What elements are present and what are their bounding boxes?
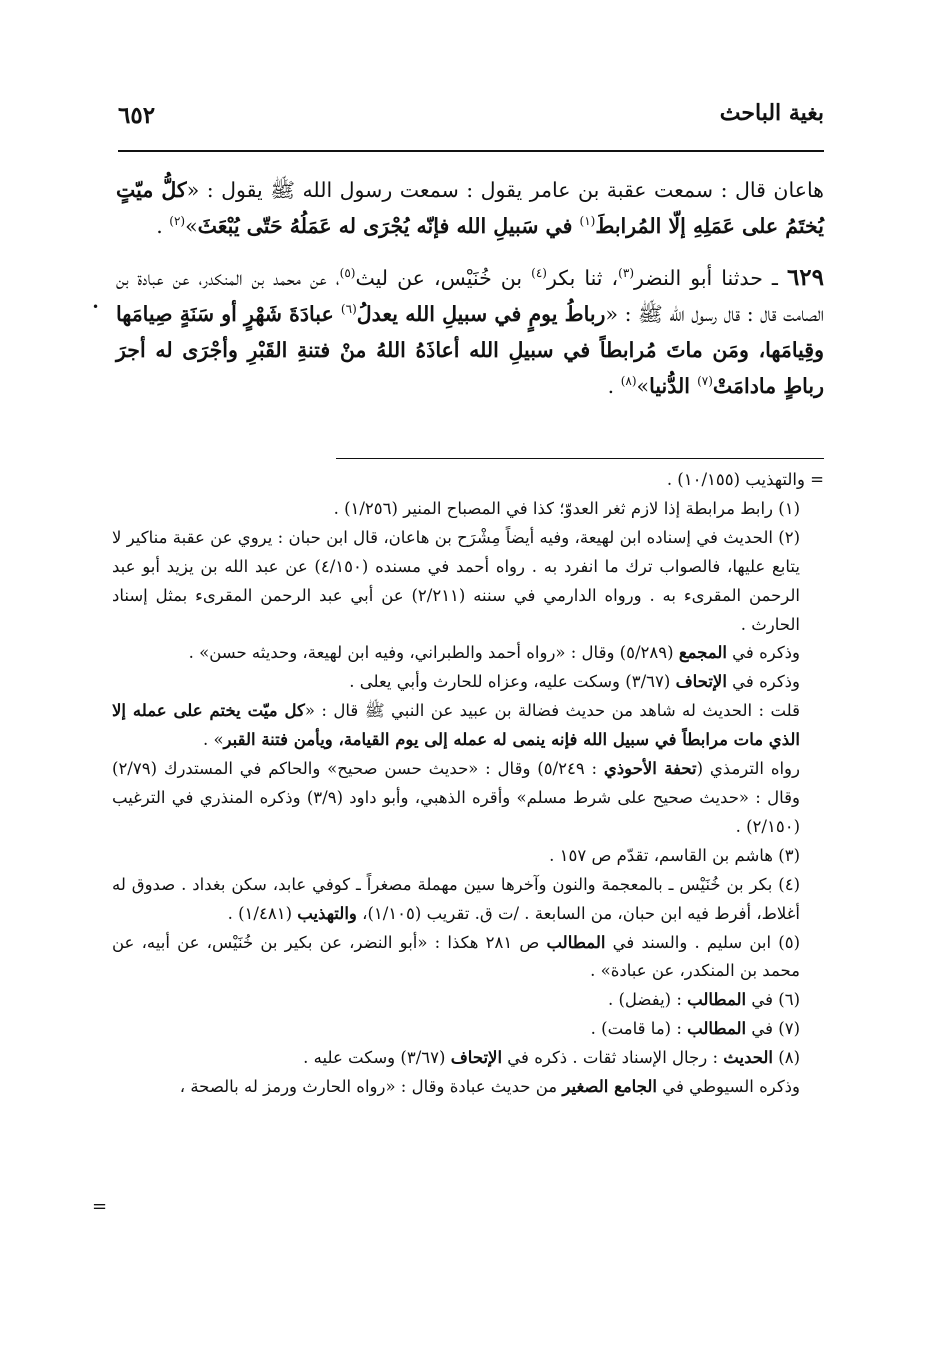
prophetic-text: كلُّ ميّتٍ يُختَمُ على عَمَلِهِ إلّا المُرابطَ bbox=[116, 178, 824, 238]
book-title: المطالب bbox=[687, 990, 747, 1010]
isnad-text: بن خُنَيْس، عن ليث bbox=[355, 266, 532, 290]
running-title: بغية الباحث bbox=[719, 100, 824, 126]
hadith-number: ٦٢٩ bbox=[786, 264, 825, 291]
text-span: » . bbox=[202, 730, 224, 750]
main-text bbox=[116, 172, 824, 404]
book-title: الجامع الصغير bbox=[562, 1077, 657, 1097]
text-span: (٣/٦٧) وسكت عليه . bbox=[303, 1048, 451, 1068]
footnote-2-tirmidhi bbox=[112, 755, 824, 842]
footnote-ref: (٦) bbox=[340, 302, 357, 317]
text-span: (٣/٦٧) وسكت عليه، وعزاه للحارث وأبي يعلى . bbox=[349, 672, 676, 692]
text-span: (٨) bbox=[773, 1048, 800, 1068]
prophetic-text: في سَبيلِ الله فإنّه يُجْرَى له عَمَلُهُ حَتّى يُبْعَثَ bbox=[197, 214, 580, 238]
label-text: الحديث bbox=[723, 1048, 773, 1068]
prophetic-text: عبادَةَ شَهْرٍ أو سَنَةٍ صِيامَها وقِيامَها، ومَن ماتَ مُرابطاً في سبيلِ الله أعاذَهُ اللهُ منْ فتنةِ القَبْرِ وأجْرَى له أجرَ رباطٍ مادامَتْ bbox=[116, 302, 824, 398]
footnote-6 bbox=[112, 986, 824, 1015]
page-header bbox=[118, 100, 824, 140]
footnote-ref: (٤) bbox=[531, 266, 547, 281]
footnote-ref: (٧) bbox=[697, 374, 713, 389]
prophetic-text: رباطُ يومٍ في سبيلِ الله يعدلُ bbox=[356, 302, 606, 326]
book-title: الإتحاف bbox=[450, 1048, 503, 1068]
text-span: : رجال الإسناد ثقات . ذكره في bbox=[502, 1048, 724, 1068]
text-span: (٤) بكر بن خُنَيْس ـ بالمعجمة والنون وآخرها سين مهملة مصغراً ـ كوفي عابد، سكن بغداد . صدوق له أغلاط، أفرط فيه ابن حبان، من السابعة . /ت ق. تقريب (١/١٠٥)، bbox=[112, 874, 800, 923]
text-span: (٥) ابن سليم . والسند في bbox=[605, 932, 800, 952]
footnote-continued: = والتهذيب (١٠/١٥٥) . bbox=[666, 470, 824, 489]
book-title: المطالب bbox=[546, 932, 606, 952]
book-title: المطالب bbox=[687, 1019, 747, 1039]
isnad-text: ـ حدثنا أبو النضر bbox=[634, 266, 787, 290]
footnote-8-suyuti bbox=[112, 1073, 824, 1102]
footnote-7 bbox=[112, 1015, 824, 1044]
text-span: (٦) في bbox=[746, 990, 800, 1010]
text-span: : (يفضل) . bbox=[607, 990, 688, 1010]
hadith-629 bbox=[116, 260, 824, 404]
margin-mark: • bbox=[92, 300, 100, 314]
text-span: . bbox=[156, 214, 170, 238]
text-span: (١/٤٨١) . bbox=[227, 903, 298, 923]
text-span: » bbox=[636, 374, 650, 398]
text-span: وذكره السيوطي في bbox=[656, 1077, 800, 1097]
isnad-text: ، عن محمد بن المنكدر، عن عبادة بن الصامت قال : قال رسول الله ﷺ : « bbox=[116, 266, 824, 326]
footnote-1: (١) رابط مرابطة إذا لازم ثغر العدوّ؛ كذا في المصباح المنير (١/٢٥٦) . bbox=[333, 498, 800, 518]
text-span: رواه الترمذي ( bbox=[696, 759, 800, 779]
footnote-ref: (٥) bbox=[339, 266, 356, 281]
text-span: وذكره في bbox=[726, 643, 800, 663]
book-title: تحفة الأحوذي bbox=[603, 759, 697, 779]
footnote-4 bbox=[112, 871, 824, 929]
book-title: المجمع bbox=[678, 643, 727, 663]
footnote-ref: (١) bbox=[579, 214, 596, 229]
footnote-2-ithaf bbox=[112, 668, 824, 697]
text-span: . bbox=[607, 374, 621, 398]
text-span: هاعان قال : سمعت عقبة بن عامر يقول : سمعت رسول الله ﷺ يقول : « bbox=[186, 178, 824, 202]
book-title: والتهذيب bbox=[297, 903, 357, 923]
footnote-5 bbox=[112, 929, 824, 987]
footnote-2-majma bbox=[112, 639, 824, 668]
footnote-rule bbox=[336, 458, 824, 459]
footnote-2: (٢) الحديث في إسناده ابن لهيعة، وفيه أيضاً مِشْرَح بن هاعان، قال ابن حبان : يروي عن عقبة مناكير لا يتابع عليها، فالصواب ترك ما انفرد به . رواه أحمد في مسنده (٤/١٥٠) عن عبد الله بن يزيد أبو عبد الرحمن المقرىء به . ورواه الدارمي في سننه (٢/٢١١) عن أبي عبد الرحمن المقرىء بمثل إسناد الحارث . bbox=[112, 527, 800, 634]
book-title: الإتحاف bbox=[675, 672, 727, 692]
text-span: وذكره في bbox=[726, 672, 800, 692]
text-span: من حديث عبادة وقال : «رواه الحارث ورمز له بالصحة ، bbox=[179, 1077, 563, 1097]
text-span: (٧) في bbox=[746, 1019, 800, 1039]
hadith-628-continuation bbox=[116, 172, 824, 244]
text-span: (٥/٢٨٩) وقال : «رواه أحمد والطبراني، وفيه ابن لهيعة، وحديثه حسن» . bbox=[188, 643, 679, 663]
footnote-3: (٣) هاشم بن القاسم، تقدّم ص ١٥٧ . bbox=[549, 845, 800, 865]
text-span: : (ما قامت) . bbox=[590, 1019, 688, 1039]
page-number: ٦٥٢ bbox=[118, 102, 156, 129]
footnote-ref: (٨) bbox=[620, 374, 637, 389]
text-span: » bbox=[185, 214, 198, 238]
isnad-text: ، ثنا بكر bbox=[546, 266, 619, 290]
header-rule bbox=[118, 150, 824, 152]
footnote-8 bbox=[112, 1044, 824, 1073]
footnotes bbox=[112, 466, 824, 1102]
footnote-ref: (٣) bbox=[618, 266, 634, 281]
continuation-mark: = bbox=[92, 1196, 108, 1217]
text-span: قلت : الحديث له شاهد من حديث فضالة بن عبيد عن النبي ﷺ قال : « bbox=[304, 701, 800, 721]
hadith-text: كل ميّت يختم على عمله إلا الذي مات مرابطاً في سبيل الله فإنه ينمى له عمله إلى يوم القيامة، ويأمن فتنة القبر bbox=[112, 701, 800, 750]
prophetic-text: الدُّنيا bbox=[649, 374, 698, 398]
footnote-2-witness bbox=[112, 697, 824, 755]
text-span: ص ٢٨١ هكذا : «أبو النضر، عن بكير بن خُنَيْس، عن أبيه، عن محمد بن المنكدر، عن عبادة» . bbox=[112, 932, 800, 981]
text-span: : ٥/٢٤٩) وقال : «حديث حسن صحيح» والحاكم في المستدرك (٢/٧٩) وقال : «حديث صحيح على شرط مسلم» وأقره الذهبي، وأبو داود (٣/٩) وذكره المنذري في الترغيب (٢/١٥٠) . bbox=[112, 759, 800, 836]
footnote-ref: (٢) bbox=[169, 214, 186, 229]
